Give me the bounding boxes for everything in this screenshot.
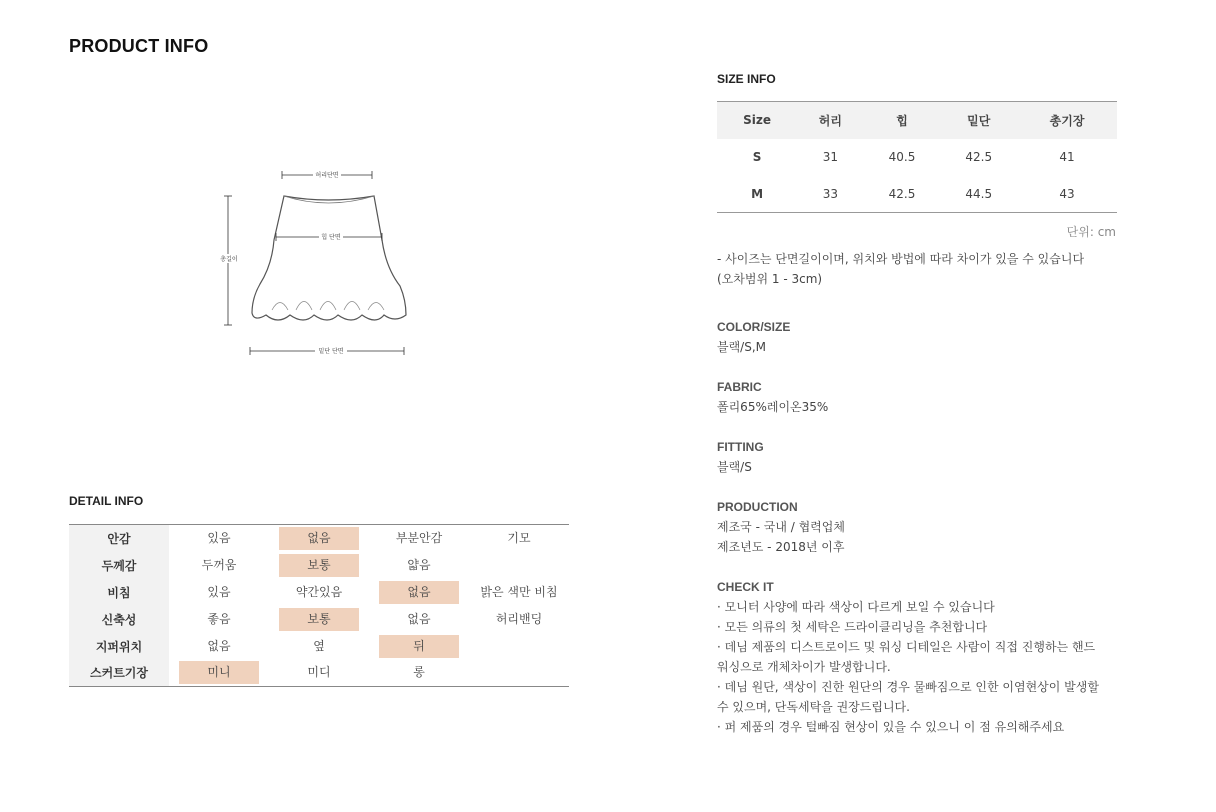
- detail-option-selected: 미니: [179, 661, 259, 684]
- detail-option-cell: [169, 552, 269, 579]
- total-length-header: 총기장: [1017, 102, 1117, 139]
- size-info-title: SIZE INFO: [717, 72, 776, 86]
- hem-cell: 42.5: [965, 150, 993, 164]
- hip-cell: 42.5: [888, 186, 916, 201]
- table-row: [717, 139, 1117, 176]
- detail-option: 있음: [207, 584, 231, 599]
- fabric-heading: FABRIC: [717, 380, 762, 394]
- detail-row-label: 두께감: [69, 552, 169, 579]
- unit-label: 단위: cm: [1066, 225, 1116, 239]
- fitting-heading: FITTING: [717, 440, 764, 454]
- detail-row-label: 신축성: [69, 606, 169, 633]
- detail-option: 있음: [207, 530, 231, 545]
- size-note-line: (오차범위 1 - 3cm): [717, 272, 823, 286]
- check-it-heading: CHECK IT: [717, 580, 774, 594]
- detail-option: 없음: [407, 611, 431, 626]
- detail-option: 없음: [207, 638, 231, 653]
- detail-row: [69, 579, 569, 606]
- production-section: [717, 497, 1137, 557]
- size-cell: S: [752, 150, 762, 164]
- detail-option-cell: [369, 552, 469, 579]
- detail-option: [479, 552, 559, 575]
- size-table-header-row: [717, 102, 1117, 139]
- page-title: PRODUCT INFO: [69, 36, 209, 56]
- check-it-line: · 모든 의류의 첫 세탁은 드라이클리닝을 추천합니다: [717, 620, 988, 634]
- detail-option-cell: [469, 606, 569, 633]
- detail-option-cell: [369, 606, 469, 633]
- size-header: Size: [717, 102, 797, 139]
- detail-option: [479, 660, 559, 683]
- detail-row: [69, 660, 569, 687]
- fitting-section: [717, 437, 1137, 477]
- detail-option: 허리밴딩: [495, 611, 543, 626]
- detail-option-cell: [369, 525, 469, 552]
- table-row: [717, 176, 1117, 213]
- detail-option-cell: [269, 660, 369, 687]
- detail-row: [69, 633, 569, 660]
- detail-row-label: 스커트기장: [69, 660, 169, 687]
- detail-option: 부분안감: [395, 530, 443, 545]
- detail-row: [69, 552, 569, 579]
- detail-option: 좋음: [207, 611, 231, 626]
- check-it-line: · 데님 제품의 디스트로이드 및 워싱 디테일은 사람이 직접 진행하는 핸드: [717, 640, 1096, 654]
- detail-option-cell: [169, 525, 269, 552]
- detail-option-cell: [469, 633, 569, 660]
- waist-label: 허리단면: [315, 172, 339, 179]
- detail-option: 얇음: [407, 557, 431, 572]
- detail-option-cell: [269, 606, 369, 633]
- detail-option-cell: [269, 579, 369, 606]
- detail-info-title: DETAIL INFO: [69, 494, 144, 508]
- skirt-diagram-svg: [210, 160, 430, 370]
- size-info-table: [717, 101, 1117, 213]
- detail-option: 미디: [307, 665, 331, 680]
- fitting-value: 블랙/S: [717, 460, 752, 474]
- detail-option-cell: [469, 660, 569, 687]
- detail-option-selected: 보통: [279, 608, 359, 631]
- size-note: [717, 249, 1117, 289]
- detail-option-cell: [269, 633, 369, 660]
- check-it-line: · 퍼 제품의 경우 털빠짐 현상이 있을 수 있으니 이 점 유의해주세요: [717, 720, 1065, 734]
- hip-header: 힙: [864, 102, 941, 139]
- detail-option: 두꺼움: [201, 557, 237, 572]
- detail-option-selected: 보통: [279, 554, 359, 577]
- detail-row: [69, 606, 569, 633]
- detail-option: 옆: [313, 638, 325, 653]
- detail-option-cell: [369, 579, 469, 606]
- detail-option: [479, 633, 559, 656]
- detail-option-cell: [269, 525, 369, 552]
- detail-row: [69, 525, 569, 552]
- detail-row-label: 안감: [69, 525, 169, 552]
- detail-row-label: 지퍼위치: [69, 633, 169, 660]
- detail-option: 밝은 색만 비침: [480, 584, 558, 599]
- detail-option: 롱: [413, 665, 425, 680]
- length-label: 총길이: [220, 256, 238, 263]
- detail-option-cell: [469, 579, 569, 606]
- detail-option-selected: 뒤: [379, 635, 459, 658]
- waist-header: 허리: [797, 102, 864, 139]
- detail-option-cell: [469, 552, 569, 579]
- total-length-cell: 41: [1059, 150, 1075, 164]
- hem-label: 밑단 단면: [318, 348, 344, 355]
- detail-option: 기모: [507, 530, 531, 545]
- color-size-heading: COLOR/SIZE: [717, 320, 791, 334]
- detail-option-cell: [169, 579, 269, 606]
- hem-cell: 44.5: [965, 186, 993, 201]
- detail-option-cell: [269, 552, 369, 579]
- check-it-line: · 데님 원단, 색상이 진한 원단의 경우 물빠짐으로 인한 이염현상이 발생할: [717, 680, 1099, 694]
- detail-option-cell: [369, 660, 469, 687]
- detail-option-selected: 없음: [279, 527, 359, 550]
- hem-header: 밑단: [940, 102, 1017, 139]
- detail-option-cell: [469, 525, 569, 552]
- fabric-value: 폴리65%레이온35%: [717, 400, 829, 414]
- detail-option-cell: [169, 606, 269, 633]
- total-length-cell: 43: [1059, 186, 1075, 201]
- hip-label: 힙 단면: [321, 234, 341, 241]
- fabric-section: [717, 377, 1137, 417]
- hip-cell: 40.5: [888, 150, 916, 164]
- detail-info-table: [69, 524, 569, 687]
- size-note-line: - 사이즈는 단면길이이며, 위치와 방법에 따라 차이가 있을 수 있습니다: [717, 252, 1085, 266]
- color-size-value: 블랙/S,M: [717, 340, 767, 354]
- detail-option-cell: [369, 633, 469, 660]
- detail-option: 약간있음: [295, 584, 343, 599]
- waist-cell: 33: [822, 186, 838, 201]
- production-line: 제조년도 - 2018년 이후: [717, 540, 845, 554]
- production-heading: PRODUCTION: [717, 500, 798, 514]
- detail-option-selected: 없음: [379, 581, 459, 604]
- waist-cell: 31: [822, 150, 838, 164]
- check-it-line: 수 있으며, 단독세탁을 권장드립니다.: [717, 700, 910, 714]
- skirt-measurement-diagram: [210, 160, 430, 370]
- detail-option-cell: [169, 633, 269, 660]
- color-size-section: [717, 317, 1137, 357]
- check-it-section: [717, 577, 1137, 737]
- check-it-line: · 모니터 사양에 따라 색상이 다르게 보일 수 있습니다: [717, 600, 995, 614]
- production-line: 제조국 - 국내 / 협력업체: [717, 520, 845, 534]
- detail-option-cell: [169, 660, 269, 687]
- size-cell: M: [751, 186, 764, 201]
- detail-row-label: 비침: [69, 579, 169, 606]
- check-it-line: 워싱으로 개체차이가 발생합니다.: [717, 660, 891, 674]
